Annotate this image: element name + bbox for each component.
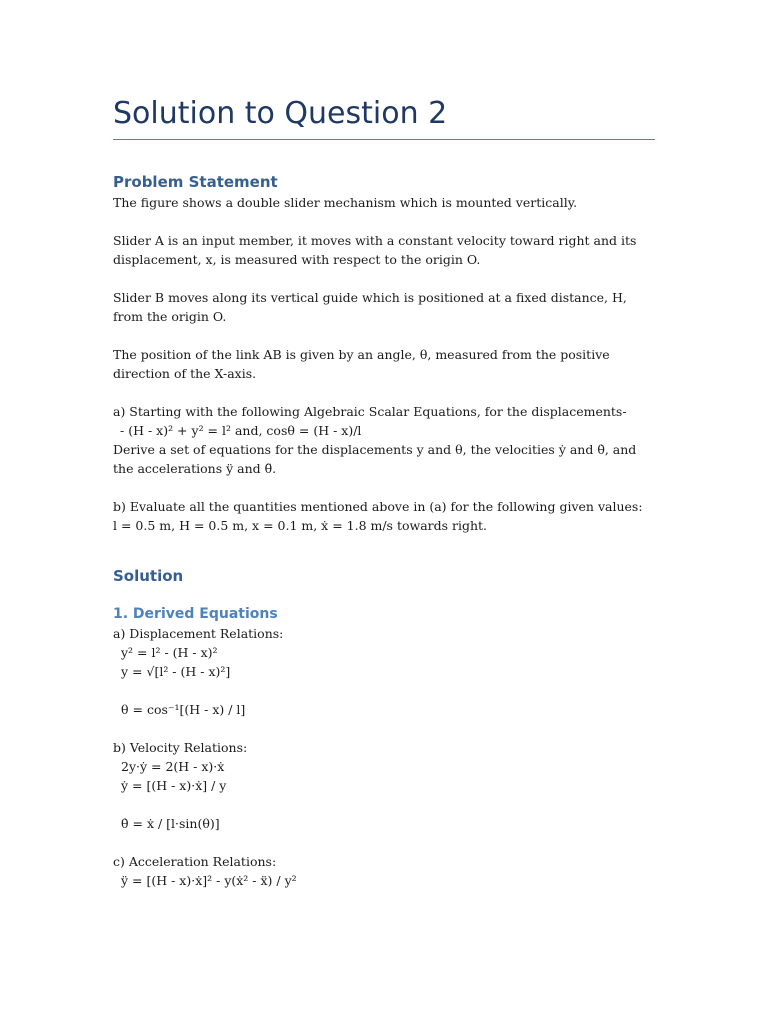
derived-equations-heading: 1. Derived Equations [113,606,278,622]
part-b-values: l = 0.5 m, H = 0.5 m, x = 0.1 m, ẋ = 1.8 m/s towards right. [113,518,488,533]
velocity-eq-1: 2y·ẏ = 2(H - x)·ẋ [121,759,225,774]
part-a-intro: a) Starting with the following Algebraic Scalar Equations, for the displacements- [113,404,627,419]
acceleration-label: c) Acceleration Relations: [113,854,277,869]
solution-heading: Solution [113,567,184,585]
velocity-label: b) Velocity Relations: [113,740,248,755]
displacement-eq-3: θ = cos⁻¹[(H - x) / l] [121,702,246,717]
acceleration-eq-1: ÿ = [(H - x)·ẋ]² - y(ẋ² - ẍ) / y² [121,873,297,888]
title-divider [113,139,655,140]
displacement-label: a) Displacement Relations: [113,626,284,641]
problem-statement-heading: Problem Statement [113,173,278,191]
velocity-eq-2: ẏ = [(H - x)·ẋ] / y [121,778,227,793]
part-a-equations: - (H - x)² + y² = l² and, cosθ = (H - x)/l [120,423,362,438]
part-b-intro: b) Evaluate all the quantities mentioned above in (a) for the following given values: [113,499,643,514]
problem-paragraph-1: The figure shows a double slider mechanism which is mounted vertically. [113,195,578,210]
page-title: Solution to Question 2 [113,96,448,131]
problem-paragraph-2: Slider A is an input member, it moves with a constant velocity toward right and its displacement, x, is measured with respect to the origin O. [113,233,637,267]
displacement-eq-1: y² = l² - (H - x)² [121,645,218,660]
part-a-task: Derive a set of equations for the displacements y and θ, the velocities ẏ and θ̇, and the accelerations ÿ and θ̈. [113,442,637,476]
problem-paragraph-3: Slider B moves along its vertical guide which is positioned at a fixed distance, H, from the origin O. [113,290,627,324]
problem-paragraph-4: The position of the link AB is given by an angle, θ, measured from the positive direction of the X-axis. [113,347,610,381]
document-body [113,171,655,890]
velocity-eq-3: θ̇ = ẋ / [l·sin(θ)] [121,816,220,831]
displacement-eq-2: y = √[l² - (H - x)²] [121,664,231,679]
